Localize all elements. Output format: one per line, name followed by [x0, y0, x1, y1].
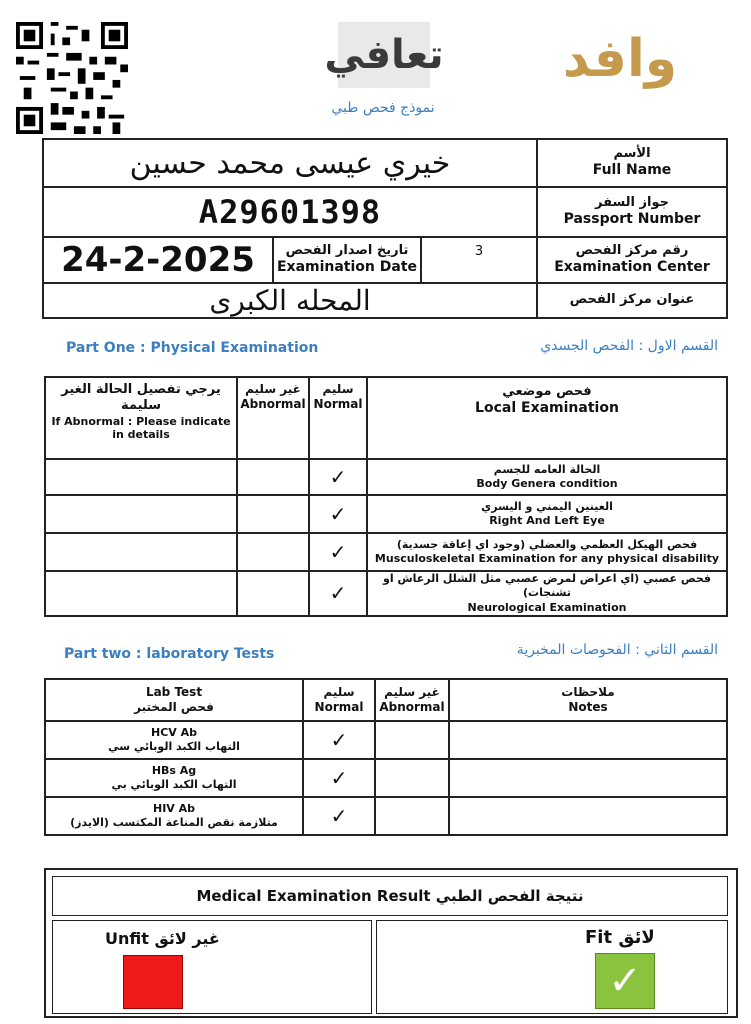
table-row: HIV Ab متلازمة نقص المناعة المكتسب (الايدز) ✓: [45, 797, 727, 835]
normal-check: ✓: [309, 495, 367, 533]
exam-date-value: 24-2-2025: [43, 237, 273, 283]
part-one-title-ar: القسم الاول : الفحص الجسدي: [540, 338, 718, 354]
fit-label: Fit لائق: [585, 927, 655, 948]
table-row: HBs Ag التهاب الكبد الوبائي بي ✓: [45, 759, 727, 797]
table-row: ✓ الحالة العامه للجسم Body Genera condition: [45, 459, 727, 495]
normal-check: ✓: [303, 797, 375, 835]
normal-check: ✓: [309, 571, 367, 616]
table-row: ✓ فحص عصبي (اي اعراض لمرض عصبي مثل الشلل الرعاش او تشنجات) Neurological Examination: [45, 571, 727, 616]
medical-result-box: [44, 868, 738, 1018]
center-address-label: عنوان مركز الفحص: [537, 283, 727, 318]
exam-date-label: تاريخ اصدار الفحص Examination Date: [273, 237, 421, 283]
lab-tests-table: [44, 678, 728, 836]
table-row: HCV Ab التهاب الكبد الوبائي سي ✓: [45, 721, 727, 759]
normal-check: ✓: [309, 459, 367, 495]
abnormal-header: غير سليم Abnormal: [237, 377, 309, 459]
normal-header: سليم Normal: [309, 377, 367, 459]
personal-info-table: [42, 138, 728, 319]
fit-check-icon: ✓: [595, 953, 655, 1009]
table-row: ✓ فحص الهيكل العظمي والعضلي (وجود اي إعاقة جسدية) Musculoskeletal Examination for any physical disability: [45, 533, 727, 571]
full-name-label: الأسم Full Name: [537, 139, 727, 187]
local-exam-header: فحص موضعي Local Examination: [367, 377, 727, 459]
passport-value: A29601398: [43, 187, 537, 237]
qr-code: [16, 22, 128, 134]
part-two-title-ar: القسم الثاني : الفحوصات المخبرية: [516, 642, 718, 658]
unfit-label: Unfit غير لائق: [105, 929, 220, 948]
center-number-label: رقم مركز الفحص Examination Center: [537, 237, 727, 283]
fit-box: [376, 920, 728, 1014]
normal-check: ✓: [303, 721, 375, 759]
unfit-red-square: [123, 955, 183, 1009]
unfit-box: [52, 920, 372, 1014]
lab-normal-header: سليم Normal: [303, 679, 375, 721]
notes-header: ملاحظات Notes: [449, 679, 727, 721]
part-two-title-en: Part two : laboratory Tests: [64, 646, 275, 662]
wafid-logo: وافد: [562, 29, 678, 89]
table-row: ✓ العينين اليمني و اليسري Right And Left Eye: [45, 495, 727, 533]
center-number-value: 3: [421, 237, 537, 283]
part-one-title-en: Part One : Physical Examination: [66, 340, 319, 356]
passport-label: جواز السفر Passport Number: [537, 187, 727, 237]
center-address-value: المحله الكبرى: [43, 283, 537, 318]
taafi-logo: تعافي: [338, 22, 430, 88]
lab-test-header: Lab Test فحص المختبر: [45, 679, 303, 721]
lab-abnormal-header: غير سليم Abnormal: [375, 679, 449, 721]
normal-check: ✓: [309, 533, 367, 571]
result-title: Medical Examination Result نتيجة الفحص الطبي: [52, 876, 728, 916]
details-header: يرجي تفصيل الحالة الغير سليمة If Abnormal : Please indicate in details: [45, 377, 237, 459]
full-name-value: خيري عيسى محمد حسين: [43, 139, 537, 187]
normal-check: ✓: [303, 759, 375, 797]
physical-exam-table: [44, 376, 728, 617]
form-subtitle: نموذج فحص طبي: [331, 100, 435, 116]
